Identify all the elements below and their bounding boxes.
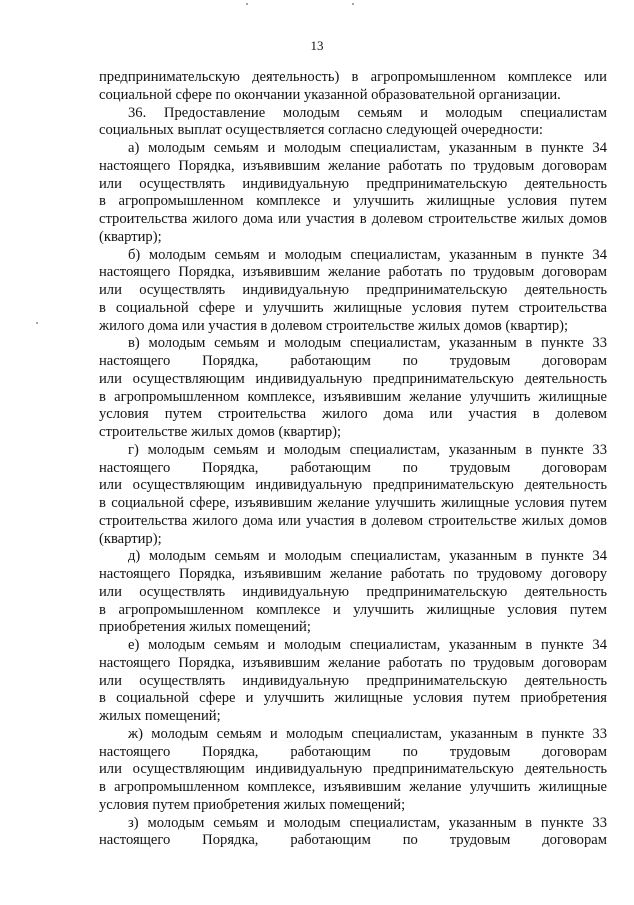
text-line: в) молодым семьям и молодым специалистам, указанным в пункте 33: [128, 335, 607, 352]
text-line: или осуществлять индивидуальную предпринимательскую деятельность: [99, 672, 607, 689]
text-line: г) молодым семьям и молодым специалистам, указанным в пункте 33: [128, 441, 607, 458]
text-line: в социальной сфере и улучшить жилищные условия путем приобретения: [99, 690, 607, 707]
text-line: настоящего Порядка, изъявившим желание работать по трудовым договорам: [99, 157, 607, 174]
text-line: в социальной сфере, изъявившим желание улучшить жилищные условия путем: [99, 495, 607, 511]
text-line: социальных выплат осуществляется согласно следующей очередности:: [99, 122, 543, 139]
text-line: в агропромышленном комплексе, изъявившим желание улучшить жилищные: [99, 779, 607, 795]
text-line: или осуществляющим индивидуальную предпринимательскую деятельность: [99, 761, 607, 778]
text-line: или осуществлять индивидуальную предпринимательскую деятельность: [99, 282, 607, 298]
text-line: или осуществляющим индивидуальную предпринимательскую деятельность: [99, 370, 607, 387]
text-line: строительстве жилых домов (квартир);: [99, 424, 342, 440]
text-line: в социальной сфере и улучшить жилищные условия путем строительства: [99, 299, 607, 316]
page-number: 13: [310, 38, 324, 53]
text-line: ж) молодым семьям и молодым специалистам, указанным в пункте 33: [128, 725, 607, 742]
text-line: настоящего Порядка, работающим по трудовым договорам: [99, 353, 607, 369]
text-line: условия путем приобретения жилых помещений;: [99, 796, 406, 813]
body-text: [99, 69, 607, 850]
scan-speck: [352, 3, 354, 5]
text-line: жилых помещений;: [99, 708, 221, 724]
text-line: в агропромышленном комплексе и улучшить жилищные условия путем: [99, 193, 607, 210]
text-line: в агропромышленном комплексе, изъявившим желание улучшить жилищные: [99, 388, 607, 405]
text-line: строительства жилого дома или участия в долевом строительстве жилых домов: [99, 211, 607, 227]
text-line: 36. Предоставление молодым семьям и молодым специалистам: [128, 104, 607, 121]
text-line: а) молодым семьям и молодым специалистам, указанным в пункте 34: [128, 140, 607, 156]
text-line: в агропромышленном комплексе и улучшить жилищные условия путем: [99, 601, 607, 618]
text-line: (квартир);: [99, 530, 162, 547]
text-line: б) молодым семьям и молодым специалистам, указанным в пункте 34: [128, 246, 607, 263]
text-line: настоящего Порядка, изъявившим желание работать по трудовым договорам: [99, 654, 607, 671]
text-line: з) молодым семьям и молодым специалистам, указанным в пункте 33: [128, 814, 607, 831]
text-line: или осуществлять индивидуальную предпринимательскую деятельность: [99, 583, 607, 600]
text-line: или осуществляющим индивидуальную предпринимательскую деятельность: [99, 477, 607, 494]
text-line: е) молодым семьям и молодым специалистам, указанным в пункте 34: [128, 637, 607, 653]
text-line: (квартир);: [99, 228, 162, 245]
text-line: жилого дома или участия в долевом строительстве жилых домов (квартир);: [99, 317, 569, 334]
text-line: настоящего Порядка, изъявившим желание работать по трудовому договору: [99, 566, 607, 582]
scan-speck: [36, 322, 38, 324]
text-line: предпринимательскую деятельность) в агропромышленном комплексе или: [99, 69, 607, 85]
text-line: настоящего Порядка, изъявившим желание работать по трудовым договорам: [99, 264, 607, 281]
scan-speck: [246, 3, 248, 5]
text-line: приобретения жилых помещений;: [99, 619, 311, 636]
text-line: д) молодым семьям и молодым специалистам, указанным в пункте 34: [128, 548, 607, 565]
text-line: условия путем строительства жилого дома или участия в долевом: [99, 406, 607, 423]
text-line: настоящего Порядка, работающим по трудовым договорам: [99, 743, 607, 760]
text-line: настоящего Порядка, работающим по трудовым договорам: [99, 459, 607, 476]
text-line: строительства жилого дома или участия в долевом строительстве жилых домов: [99, 512, 607, 529]
text-line: социальной сфере по окончании указанной образовательной организации.: [99, 86, 561, 103]
text-line: настоящего Порядка, работающим по трудовым договорам: [99, 832, 607, 849]
text-line: или осуществлять индивидуальную предпринимательскую деятельность: [99, 175, 607, 192]
